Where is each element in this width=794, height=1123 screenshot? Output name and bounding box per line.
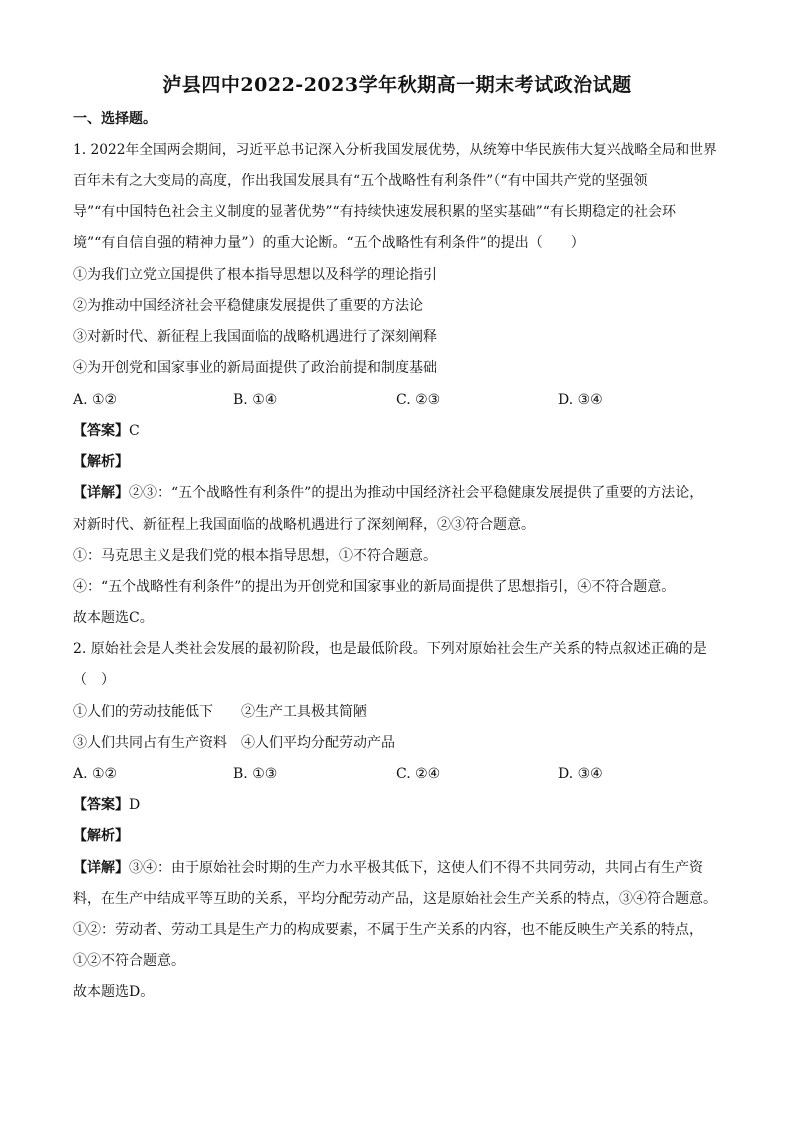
q1-analysis-tag: 【解析】 <box>73 454 129 470</box>
q2-option-d: D. ③④ <box>558 766 603 782</box>
q2-stem-line: （ ） <box>73 672 115 688</box>
q2-items-row: ③人们共同占有生产资料 ④人们平均分配劳动产品 <box>73 735 395 751</box>
answer-value: C <box>129 423 140 439</box>
detail-text: ③④：由于原始社会时期的生产力水平极其低下，这使人们不得不共同劳动，共同占有生产资 <box>129 860 703 876</box>
q2-option-b: B. ①③ <box>233 766 278 782</box>
answer-tag: 【答案】 <box>73 423 129 439</box>
q2-detail-line: ①②不符合题意。 <box>73 953 185 969</box>
answer-value: D <box>129 797 141 813</box>
q1-stem-line: 百年未有之大变局的高度，作出我国发展具有“五个战略性有利条件”（“有中国共产党的坚强领 <box>73 173 648 189</box>
q1-detail-line <box>73 484 723 502</box>
q1-option-c: C. ②③ <box>396 392 441 408</box>
q1-answer <box>73 422 723 440</box>
q1-detail-line: 对新时代、新征程上我国面临的战略机遇进行了深刻阐释，②③符合题意。 <box>73 517 535 533</box>
detail-text: ②③：“五个战略性有利条件”的提出为推动中国经济社会平稳健康发展提供了重要的方法论， <box>129 485 704 501</box>
detail-tag: 【详解】 <box>73 485 129 501</box>
q2-detail-line: 料，在生产中结成平等互助的关系，平均分配劳动产品，这是原始社会生产关系的特点，③④符合题意。 <box>73 891 717 907</box>
q2-option-a: A. ①② <box>73 766 118 782</box>
detail-tag: 【详解】 <box>73 860 129 876</box>
q1-stem-line: 导”“有中国特色社会主义制度的显著优势”“有持续快速发展积累的坚实基础”“有长期稳定的社会环 <box>73 204 676 220</box>
q2-detail-line: ①②：劳动者、劳动工具是生产力的构成要素，不属于生产关系的内容，也不能反映生产关系的特点， <box>73 922 703 938</box>
q1-item: ③对新时代、新征程上我国面临的战略机遇进行了深刻阐释 <box>73 329 437 345</box>
q2-detail-line <box>73 859 723 877</box>
q2-conclusion: 故本题选D。 <box>73 984 155 1000</box>
q1-stem-line: 境”“有自信自强的精神力量”）的重大论断。“五个战略性有利条件”的提出（ ） <box>73 235 585 251</box>
q1-option-a: A. ①② <box>73 392 118 408</box>
q1-option-d: D. ③④ <box>558 392 603 408</box>
q2-answer <box>73 796 723 814</box>
section-heading-choice: 一、选择题。 <box>73 111 157 127</box>
q1-item: ②为推动中国经济社会平稳健康发展提供了重要的方法论 <box>73 298 423 314</box>
q1-detail-line: ①：马克思主义是我们党的根本指导思想，①不符合题意。 <box>73 548 437 564</box>
page-title: 泸县四中2022-2023学年秋期高一期末考试政治试题 <box>162 74 632 96</box>
q1-item: ①为我们立党立国提供了根本指导思想以及科学的理论指引 <box>73 267 437 283</box>
q2-analysis-tag: 【解析】 <box>73 828 129 844</box>
answer-tag: 【答案】 <box>73 797 129 813</box>
q2-stem-line: 2. 原始社会是人类社会发展的最初阶段，也是最低阶段。下列对原始社会生产关系的特点叙述正确的是 <box>73 641 707 657</box>
q2-option-c: C. ②④ <box>396 766 441 782</box>
q1-option-b: B. ①④ <box>233 392 278 408</box>
q1-detail-line: ④：“五个战略性有利条件”的提出为开创党和国家事业的新局面提供了思想指引，④不符合题意。 <box>73 579 676 595</box>
q1-item: ④为开创党和国家事业的新局面提供了政治前提和制度基础 <box>73 360 437 376</box>
q2-items-row: ①人们的劳动技能低下 ②生产工具极其简陋 <box>73 704 367 720</box>
q1-conclusion: 故本题选C。 <box>73 610 154 626</box>
q1-stem-line: 1. 2022年全国两会期间，习近平总书记深入分析我国发展优势，从统筹中华民族伟大复兴战略全局和世界 <box>73 142 717 158</box>
